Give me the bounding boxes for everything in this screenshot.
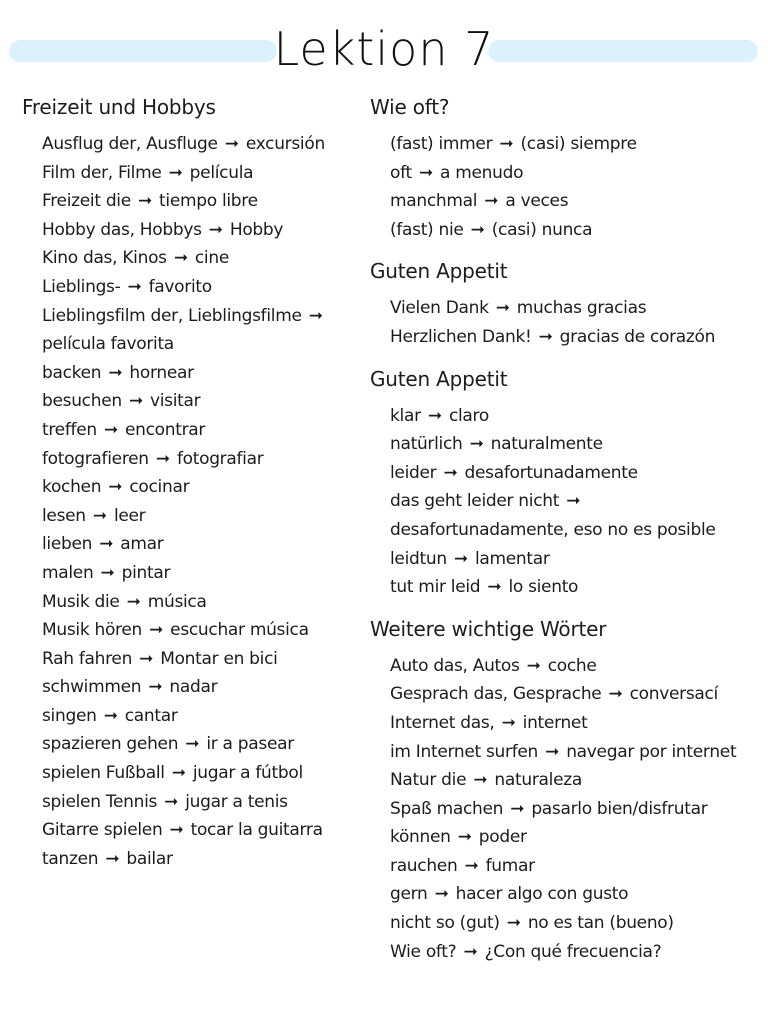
arrow-right-icon: ➞ [482,577,507,598]
vocab-item [370,795,760,824]
german-term: backen [42,362,102,383]
german-term: malen [42,562,94,583]
vocab-item [22,445,362,474]
vocab-section [370,614,760,967]
german-term: tut mir leid [390,577,481,598]
german-term: Rah fahren [42,648,133,669]
vocab-item [22,359,362,388]
german-term: schwimmen [42,677,142,698]
arrow-right-icon: ➞ [143,677,168,698]
vocab-item [370,130,760,159]
arrow-right-icon: ➞ [103,362,128,383]
german-term: Spaß machen [390,798,504,819]
spanish-translation: (casi) nunca [491,219,593,240]
vocab-item [22,387,362,416]
vocab-item [370,294,760,323]
arrow-right-icon: ➞ [144,620,169,641]
spanish-translation: fotografiar [176,448,264,469]
arrow-right-icon: ➞ [98,419,123,440]
german-term: leidtun [390,548,447,569]
arrow-right-icon: ➞ [203,219,228,240]
german-term: Wie oft? [390,941,457,962]
german-term: können [390,827,451,848]
arrow-right-icon: ➞ [458,941,483,962]
vocab-item [22,788,362,817]
spanish-translation: leer [113,505,146,526]
german-term: im Internet surfen [390,741,539,762]
spanish-translation: cocinar [129,477,190,498]
arrow-right-icon: ➞ [150,448,175,469]
spanish-translation: excursión [245,134,325,154]
left-column [22,92,362,873]
vocab-item [370,738,760,767]
arrow-right-icon: ➞ [180,734,205,755]
german-term: Film der, Filme [42,162,162,183]
spanish-translation: coche [547,655,597,676]
german-term: Vielen Dank [390,298,489,319]
spanish-translation: película [189,162,254,183]
page-title: Lektion 7 [273,22,495,76]
arrow-right-icon: ➞ [465,219,490,240]
spanish-translation: visitar [150,391,201,412]
vocab-item [22,588,362,617]
german-term: fotografieren [42,448,149,469]
spanish-translation: jugar a tenis [185,791,288,812]
spanish-translation: conversací [629,684,718,705]
arrow-right-icon: ➞ [164,820,189,841]
arrow-right-icon: ➞ [122,276,147,297]
vocab-item [370,459,760,488]
arrow-right-icon: ➞ [490,298,515,319]
vocab-item [22,187,362,216]
spanish-translation: cantar [124,705,178,726]
arrow-right-icon: ➞ [95,562,120,583]
german-term: Gesprach das, Gesprache [390,684,602,705]
spanish-translation: favorito [148,276,212,297]
spanish-translation: pasarlo bien/disfrutar [531,798,708,819]
spanish-translation: jugar a fútbol [192,763,303,784]
vocab-item [22,159,362,188]
vocab-section [370,92,760,244]
arrow-right-icon: ➞ [459,855,484,876]
vocab-section [370,364,760,602]
arrow-right-icon: ➞ [494,134,519,154]
german-term: tanzen [42,848,99,869]
spanish-translation: pintar [121,562,171,583]
vocab-item [370,823,760,852]
vocab-item [370,852,760,881]
section-heading: Guten Appetit [370,259,508,284]
vocab-item [370,709,760,738]
spanish-translation: Montar en bici [160,648,278,669]
german-term: Ausflug der, Ausfluge [42,134,218,154]
arrow-right-icon: ➞ [603,684,628,705]
vocab-item [22,473,362,502]
spanish-translation: escuchar música [170,620,309,641]
section-heading: Weitere wichtige Wörter [370,616,607,641]
german-term: spielen Fußball [42,763,165,784]
arrow-right-icon: ➞ [521,655,546,676]
german-term: Kino das, Kinos [42,248,167,269]
arrow-right-icon: ➞ [448,548,473,569]
german-term: treffen [42,419,97,440]
german-term: oft [390,162,412,183]
spanish-translation: naturaleza [494,770,582,791]
spanish-translation: película favorita [42,334,174,355]
spanish-translation: encontrar [125,419,206,440]
vocab-item [22,502,362,531]
spanish-translation: música [147,591,207,612]
arrow-right-icon: ➞ [132,191,158,212]
german-term: gern [390,884,428,905]
spanish-translation: desafortunadamente, eso no es posible [390,519,716,540]
german-term: rauchen [390,855,458,876]
german-term: Musik hören [42,620,142,641]
vocab-item [22,816,362,845]
arrow-right-icon: ➞ [468,770,493,791]
arrow-right-icon: ➞ [123,391,148,412]
vocab-item [370,545,760,574]
title-banner-left [9,40,277,62]
german-term: (fast) immer [390,134,493,154]
arrow-right-icon: ➞ [87,505,112,526]
arrow-right-icon: ➞ [429,884,454,905]
spanish-translation: ir a pasear [206,734,294,755]
german-term: manchmal [390,191,478,212]
spanish-translation: a veces [505,191,569,212]
vocab-item [22,273,362,302]
german-term: das geht leider nicht [390,491,560,512]
arrow-right-icon: ➞ [479,191,504,212]
vocab-item [22,216,362,245]
section-heading: Wie oft? [370,95,450,119]
vocab-item [22,673,362,702]
arrow-right-icon: ➞ [452,827,477,848]
vocab-item [22,130,362,159]
section-heading-freizeit: Freizeit und Hobbys [22,95,216,119]
arrow-right-icon: ➞ [533,326,558,347]
german-term: Auto das, Autos [390,655,520,676]
german-term: leider [390,462,437,483]
spanish-translation: hornear [129,362,194,383]
spanish-translation: bailar [126,848,173,869]
german-term: Musik die [42,591,120,612]
spanish-translation: lo siento [508,577,579,598]
german-term: spielen Tennis [42,791,158,812]
vocab-item [22,244,362,273]
arrow-right-icon: ➞ [501,913,526,934]
spanish-translation: fumar [485,855,535,876]
vocab-item [370,159,760,188]
title-banner-right [488,40,758,62]
arrow-right-icon: ➞ [163,162,188,183]
spanish-translation: muchas gracias [516,298,647,319]
spanish-translation: a menudo [440,162,524,183]
spanish-translation: tocar la guitarra [190,820,323,841]
german-term: (fast) nie [390,219,464,240]
german-term: klar [390,405,421,426]
spanish-translation: hacer algo con gusto [455,884,629,905]
arrow-right-icon: ➞ [422,405,447,426]
arrow-right-icon: ➞ [103,477,128,498]
arrow-right-icon: ➞ [505,798,530,819]
german-term: nicht so (gut) [390,913,500,934]
spanish-translation: desafortunadamente [464,462,638,483]
vocab-item [370,938,760,967]
vocab-item [370,402,760,431]
spanish-translation: nadar [169,677,218,698]
arrow-right-icon: ➞ [219,134,244,154]
vocab-item [22,730,362,759]
german-term: lesen [42,505,86,526]
vocab-item [370,323,760,352]
spanish-translation: poder [478,827,527,848]
arrow-right-icon: ➞ [121,591,146,612]
german-term: lieben [42,534,93,555]
german-term: Gitarre spielen [42,820,163,841]
arrow-right-icon: ➞ [540,741,565,762]
arrow-right-icon: ➞ [168,248,193,269]
spanish-translation: claro [448,405,489,426]
german-term: besuchen [42,391,122,412]
spanish-translation: Hobby [229,219,284,240]
arrow-right-icon: ➞ [496,712,521,733]
spanish-translation: navegar por internet [566,741,737,762]
spanish-translation: no es tan (bueno) [527,913,674,934]
vocab-item [22,302,362,359]
arrow-right-icon: ➞ [98,705,123,726]
german-term: Lieblingsfilm der, Lieblingsfilme [42,305,302,326]
german-term: Herzlichen Dank! [390,326,532,347]
vocab-item [370,187,760,216]
vocab-item [370,880,760,909]
german-term: natürlich [390,434,463,455]
section-heading: Guten Appetit [370,366,508,391]
vocab-item [22,559,362,588]
spanish-translation: cine [194,248,229,269]
spanish-translation: internet [522,712,588,733]
arrow-right-icon: ➞ [134,648,159,669]
arrow-right-icon: ➞ [561,491,581,512]
vocab-item [370,680,760,709]
vocab-item [22,530,362,559]
right-column [370,92,760,978]
vocab-item [370,909,760,938]
vocab-item [370,430,760,459]
vocab-item [22,702,362,731]
arrow-right-icon: ➞ [464,434,489,455]
vocab-item [22,616,362,645]
arrow-right-icon: ➞ [159,791,184,812]
spanish-translation: (casi) siempre [520,134,637,154]
german-term: Natur die [390,770,467,791]
vocab-item [370,766,760,795]
german-term: singen [42,705,97,726]
spanish-translation: naturalmente [490,434,603,455]
spanish-translation: amar [120,534,164,555]
arrow-right-icon: ➞ [413,162,439,183]
vocab-item [22,759,362,788]
german-term: kochen [42,477,102,498]
vocab-item [22,645,362,674]
vocab-item [370,652,760,681]
german-term: Freizeit die [42,191,131,212]
vocab-item [22,845,362,874]
arrow-right-icon: ➞ [100,848,125,869]
spanish-translation: gracias de corazón [559,326,716,347]
arrow-right-icon: ➞ [303,305,323,326]
arrow-right-icon: ➞ [94,534,119,555]
arrow-right-icon: ➞ [438,462,463,483]
vocab-item [370,487,760,544]
spanish-translation: ¿Con qué frecuencia? [484,941,662,962]
german-term: Lieblings- [42,276,121,297]
spanish-translation: lamentar [474,548,550,569]
vocab-section [370,256,760,351]
vocab-list-freizeit [22,130,362,873]
german-term: Internet das, [390,712,495,733]
german-term: spazieren gehen [42,734,179,755]
arrow-right-icon: ➞ [166,763,191,784]
vocab-item [22,416,362,445]
vocab-item [370,216,760,245]
spanish-translation: tiempo libre [159,191,258,212]
german-term: Hobby das, Hobbys [42,219,202,240]
vocab-item [370,573,760,602]
